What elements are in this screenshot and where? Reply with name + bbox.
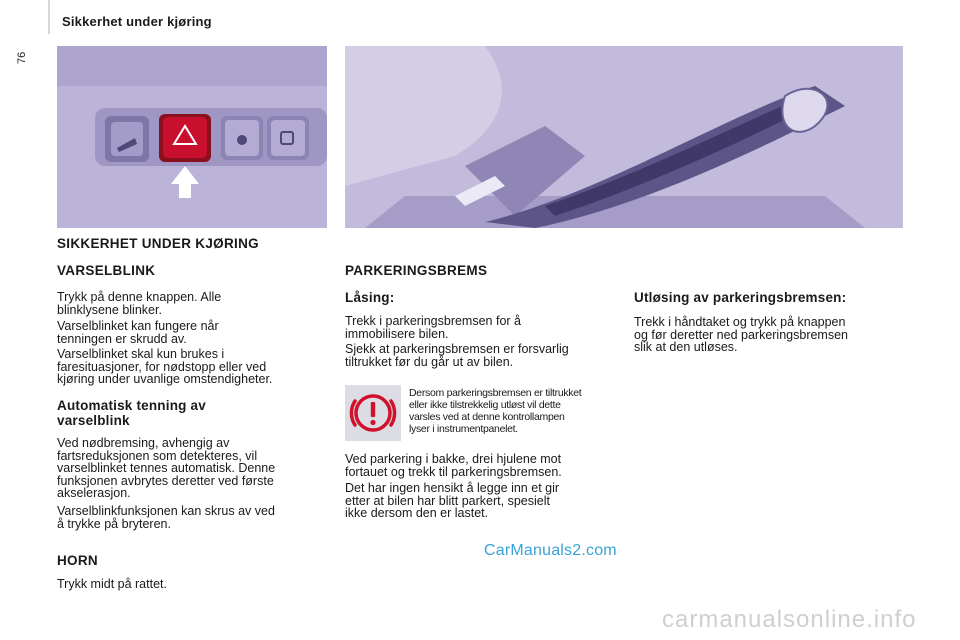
warning-note-text: Dersom parkeringsbremsen er tiltrukket eller ikke tilstrekkelig utløst vil dette varsles ved at denne kontrollampen lyser i instrumentpanelet. [409, 387, 582, 435]
utlosing-heading: Utløsing av parkeringsbremsen: [634, 290, 847, 305]
parking-hill-text: Ved parkering i bakke, drei hjulene mot fortauet og trekk til parkeringsbremsen. [345, 452, 562, 479]
hazard-switch-illustration [57, 46, 327, 228]
automatisk-heading: Automatisk tenning av varselblink [57, 398, 206, 428]
carmanuals-watermark: CarManuals2.com [484, 542, 617, 559]
horn-text: Trykk midt på rattet. [57, 577, 167, 591]
parkeringsbrems-heading: PARKERINGSBREMS [345, 263, 488, 278]
header-rule [48, 0, 50, 34]
lasing-heading: Låsing: [345, 290, 395, 305]
lasing-text-1: Trekk i parkeringsbremsen for å immobilisere bilen. [345, 314, 521, 341]
section-title: SIKKERHET UNDER KJØRING [57, 236, 259, 251]
parking-gear-text: Det har ingen hensikt å legge inn et gir etter at bilen har blitt parkert, spesielt ikke dersom den er lastet. [345, 481, 560, 520]
automatisk-text-1: Ved nødbremsing, avhengig av fartsreduksjonen som detekteres, vil varselblinket tennes automatisk. Denne funksjonen avbrytes deretter ved første akselerasjon. [57, 436, 276, 500]
automatisk-text-2: Varselblinkfunksjonen kan skrus av ved å trykke på bryteren. [57, 504, 275, 531]
varselblink-text-1: Trykk på denne knappen. Alle blinklysene blinker. [57, 290, 222, 317]
parking-brake-illustration [345, 46, 903, 228]
site-watermark: carmanualsonline.info [662, 606, 917, 633]
horn-heading: HORN [57, 553, 98, 568]
varselblink-heading: VARSELBLINK [57, 263, 156, 278]
warning-note [345, 385, 617, 441]
page-number: 76 [16, 51, 28, 64]
utlosing-text: Trekk i håndtaket og trykk på knappen og før deretter ned parkeringsbremsen slik at den utløses. [634, 315, 848, 354]
warning-exclamation-icon [345, 385, 401, 441]
varselblink-text-2: Varselblinket kan fungere når tenningen er skrudd av. [57, 319, 219, 346]
page-header-title: Sikkerhet under kjøring [62, 14, 212, 29]
varselblink-text-3: Varselblinket skal kun brukes i faresituasjoner, for nødstopp eller ved kjøring under uvanlige omstendigheter. [57, 347, 273, 386]
lasing-text-2: Sjekk at parkeringsbremsen er forsvarlig tiltrukket før du går ut av bilen. [345, 342, 569, 369]
